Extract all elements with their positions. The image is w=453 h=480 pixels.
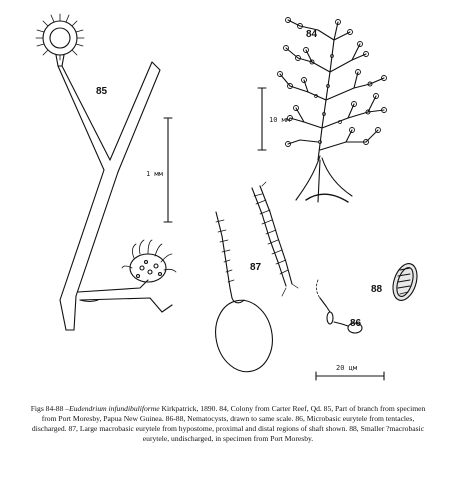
scale-text-10mm: 10 мм — [269, 116, 291, 124]
fig85-label: 85 — [96, 86, 108, 97]
fig85-top-hydranth — [36, 14, 84, 66]
scale-bar-20um — [316, 372, 384, 380]
scale-bar-1mm — [164, 118, 172, 222]
caption-text: Kirkpatrick, 1890. 84, Colony from Carter Reef, Qd. 85, Part of branch from specimen from Port Moresby, Papua New Guinea. 86-88, Nematocysts, drawn to same scale. 86, Microbasic eurytele from tentacles, discharged. 87, Large macrobasic eurytele from hypostome, proximal and distal regions of shaft shown. 88, Smaller ?macrobasic eurytele, undischarged, in specimen from Port Moresby. — [31, 404, 426, 443]
fig88-nematocyst-drawing — [389, 261, 422, 304]
fig87-nematocyst-drawing — [209, 182, 298, 377]
fig84-colony-drawing — [278, 18, 387, 203]
fig87-label: 87 — [250, 262, 262, 273]
caption-lead: Figs 84-88 – — [30, 404, 70, 413]
scale-text-20um: 20 цм — [336, 364, 358, 372]
fig88-label: 88 — [371, 284, 383, 295]
figure-caption — [28, 404, 428, 444]
caption-species: Eudendrium infundibuliforme — [69, 404, 160, 413]
scale-text-1mm: 1 мм — [146, 170, 163, 178]
fig86-label: 86 — [350, 318, 362, 329]
fig84-label: 84 — [306, 29, 318, 40]
scale-bar-10mm — [258, 88, 266, 150]
